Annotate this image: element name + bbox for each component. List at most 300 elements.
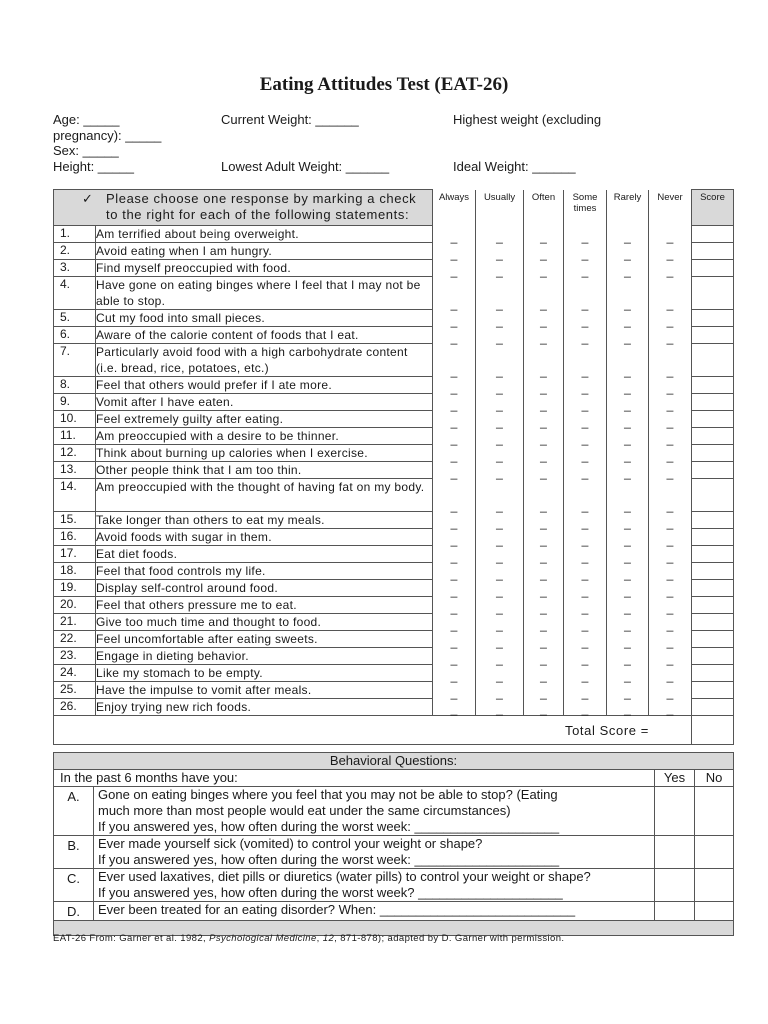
question-number: 19. (54, 580, 96, 597)
question-text: Avoid foods with sugar in them. (96, 529, 433, 546)
answer-often[interactable]: _ (524, 377, 564, 394)
question-row (54, 377, 734, 394)
behavioral-item-line: Ever made yourself sick (vomited) to control your weight or shape? (98, 836, 483, 851)
total-score-cell[interactable] (692, 716, 734, 745)
score-cell (692, 563, 734, 580)
answer-sometimes[interactable]: _ (564, 665, 607, 682)
no-cell[interactable] (695, 836, 734, 869)
answer-usually[interactable]: _ (476, 546, 524, 563)
option-never: Never (649, 190, 692, 226)
answer-often[interactable]: _ (524, 327, 564, 344)
question-number: 1. (54, 226, 96, 243)
question-number: 6. (54, 327, 96, 344)
score-cell (692, 445, 734, 462)
answer-rarely[interactable]: _ (607, 563, 649, 580)
answer-always[interactable]: _ (433, 699, 476, 716)
answer-rarely[interactable]: _ (607, 682, 649, 699)
behavioral-item-line: Ever used laxatives, diet pills or diuretics (water pills) to control your weight or shape? (98, 869, 591, 884)
question-number: 8. (54, 377, 96, 394)
answer-always[interactable]: _ (433, 546, 476, 563)
answer-always[interactable]: _ (433, 260, 476, 277)
answer-usually[interactable]: _ (476, 377, 524, 394)
question-number: 3. (54, 260, 96, 277)
answer-usually[interactable]: _ (476, 260, 524, 277)
answer-rarely[interactable]: _ (607, 631, 649, 648)
question-number: 17. (54, 546, 96, 563)
question-text: Think about burning up calories when I exercise. (96, 445, 433, 462)
answer-often[interactable]: _ (524, 546, 564, 563)
question-text: Eat diet foods. (96, 546, 433, 563)
answer-never[interactable]: _ (649, 243, 692, 260)
answer-always[interactable]: _ (433, 462, 476, 479)
answer-sometimes[interactable]: _ (564, 479, 607, 512)
answer-never[interactable]: _ (649, 344, 692, 377)
header-row (54, 190, 734, 226)
question-text: Engage in dieting behavior. (96, 648, 433, 665)
answer-sometimes[interactable]: _ (564, 327, 607, 344)
answer-usually[interactable]: _ (476, 529, 524, 546)
sex-field[interactable]: Sex: _____ (53, 143, 119, 158)
answer-sometimes[interactable]: _ (564, 614, 607, 631)
answer-rarely[interactable]: _ (607, 580, 649, 597)
answer-rarely[interactable]: _ (607, 445, 649, 462)
answer-sometimes[interactable]: _ (564, 699, 607, 716)
answer-usually[interactable]: _ (476, 614, 524, 631)
question-text: Avoid eating when I am hungry. (96, 243, 433, 260)
question-row (54, 462, 734, 479)
answer-usually[interactable]: _ (476, 512, 524, 529)
no-cell[interactable] (695, 869, 734, 902)
answer-sometimes[interactable]: _ (564, 428, 607, 445)
question-row (54, 631, 734, 648)
answer-often[interactable]: _ (524, 428, 564, 445)
question-text: Feel that others would prefer if I ate more. (96, 377, 433, 394)
score-cell (692, 699, 734, 716)
answer-sometimes[interactable]: _ (564, 445, 607, 462)
answer-often[interactable]: _ (524, 614, 564, 631)
question-row (54, 445, 734, 462)
citation-pre: EAT-26 From: Garner et al. 1982, (53, 933, 210, 944)
answer-usually[interactable]: _ (476, 597, 524, 614)
answer-often[interactable]: _ (524, 394, 564, 411)
answer-never[interactable]: _ (649, 682, 692, 699)
answer-always[interactable]: _ (433, 243, 476, 260)
lowest-weight-field[interactable]: Lowest Adult Weight: ______ (221, 159, 390, 174)
answer-never[interactable]: _ (649, 260, 692, 277)
answer-always[interactable]: _ (433, 445, 476, 462)
score-cell (692, 277, 734, 310)
question-number: 22. (54, 631, 96, 648)
answer-often[interactable]: _ (524, 226, 564, 243)
answer-never[interactable]: _ (649, 445, 692, 462)
answer-never[interactable]: _ (649, 327, 692, 344)
answer-never[interactable]: _ (649, 394, 692, 411)
question-row (54, 665, 734, 682)
answer-rarely[interactable]: _ (607, 310, 649, 327)
score-cell (692, 648, 734, 665)
yes-cell[interactable] (655, 836, 695, 869)
answer-sometimes[interactable]: _ (564, 563, 607, 580)
answer-always[interactable]: _ (433, 614, 476, 631)
question-number: 24. (54, 665, 96, 682)
no-header: No (695, 770, 734, 787)
question-text: Other people think that I am too thin. (96, 462, 433, 479)
question-text: Feel that others pressure me to eat. (96, 597, 433, 614)
answer-always[interactable]: _ (433, 512, 476, 529)
score-cell (692, 665, 734, 682)
score-cell (692, 462, 734, 479)
answer-often[interactable]: _ (524, 580, 564, 597)
question-number: 7. (54, 344, 96, 377)
score-header: Score (692, 190, 734, 226)
question-number: 10. (54, 411, 96, 428)
behavioral-item-letter: C. (54, 869, 94, 902)
answer-rarely[interactable]: _ (607, 462, 649, 479)
question-text: Display self-control around food. (96, 580, 433, 597)
question-row (54, 394, 734, 411)
answer-never[interactable]: _ (649, 631, 692, 648)
answer-always[interactable]: _ (433, 327, 476, 344)
score-cell (692, 529, 734, 546)
answer-sometimes[interactable]: _ (564, 682, 607, 699)
question-text: Particularly avoid food with a high carbohydrate content (i.e. bread, rice, potatoes, etc.) (96, 344, 433, 377)
question-text: Find myself preoccupied with food. (96, 260, 433, 277)
answer-often[interactable]: _ (524, 529, 564, 546)
answer-often[interactable]: _ (524, 243, 564, 260)
answer-rarely[interactable]: _ (607, 597, 649, 614)
answer-usually[interactable]: _ (476, 563, 524, 580)
answer-rarely[interactable]: _ (607, 243, 649, 260)
answer-sometimes[interactable]: _ (564, 546, 607, 563)
answer-often[interactable]: _ (524, 597, 564, 614)
answer-always[interactable]: _ (433, 648, 476, 665)
answer-always[interactable]: _ (433, 394, 476, 411)
answer-always[interactable]: _ (433, 631, 476, 648)
behavioral-prompt-row (54, 770, 734, 787)
answer-often[interactable]: _ (524, 344, 564, 377)
answer-usually[interactable]: _ (476, 462, 524, 479)
answer-often[interactable]: _ (524, 563, 564, 580)
question-row (54, 428, 734, 445)
check-icon: ✓ (82, 191, 94, 206)
behavioral-item-text (94, 787, 655, 836)
question-text: Feel that food controls my life. (96, 563, 433, 580)
question-text: Feel uncomfortable after eating sweets. (96, 631, 433, 648)
answer-usually[interactable]: _ (476, 665, 524, 682)
answer-usually[interactable]: _ (476, 479, 524, 512)
question-number: 26. (54, 699, 96, 716)
question-text: Aware of the calorie content of foods that I eat. (96, 327, 433, 344)
answer-always[interactable]: _ (433, 277, 476, 310)
answer-rarely[interactable]: _ (607, 260, 649, 277)
question-row (54, 648, 734, 665)
answer-often[interactable]: _ (524, 699, 564, 716)
answer-usually[interactable]: _ (476, 226, 524, 243)
citation-volume: 12 (322, 933, 335, 944)
answer-usually[interactable]: _ (476, 631, 524, 648)
option-rarely: Rarely (607, 190, 649, 226)
behavioral-heading-row (54, 753, 734, 770)
answer-rarely[interactable]: _ (607, 529, 649, 546)
score-cell (692, 479, 734, 512)
yes-cell[interactable] (655, 787, 695, 836)
question-text: Have gone on eating binges where I feel that I may not be able to stop. (96, 277, 433, 310)
answer-usually[interactable]: _ (476, 682, 524, 699)
answer-often[interactable]: _ (524, 631, 564, 648)
question-row (54, 479, 734, 512)
answer-usually[interactable]: _ (476, 394, 524, 411)
score-cell (692, 597, 734, 614)
answer-often[interactable]: _ (524, 462, 564, 479)
answer-usually[interactable]: _ (476, 310, 524, 327)
score-cell (692, 226, 734, 243)
answer-often[interactable]: _ (524, 512, 564, 529)
behavioral-table (53, 752, 734, 936)
score-cell (692, 428, 734, 445)
question-number: 25. (54, 682, 96, 699)
option-usually: Usually (476, 190, 524, 226)
answer-rarely[interactable]: _ (607, 648, 649, 665)
answer-often[interactable]: _ (524, 665, 564, 682)
answer-rarely[interactable]: _ (607, 344, 649, 377)
answer-always[interactable]: _ (433, 411, 476, 428)
answer-never[interactable]: _ (649, 310, 692, 327)
behavioral-item-line: much more than most people would eat under the same circumstances) (98, 803, 511, 818)
question-number: 12. (54, 445, 96, 462)
answer-sometimes[interactable]: _ (564, 226, 607, 243)
question-number: 21. (54, 614, 96, 631)
question-text: Cut my food into small pieces. (96, 310, 433, 327)
answer-never[interactable]: _ (649, 614, 692, 631)
height-field[interactable]: Height: _____ (53, 159, 134, 174)
score-cell (692, 327, 734, 344)
yes-header: Yes (655, 770, 695, 787)
answer-usually[interactable]: _ (476, 327, 524, 344)
question-row (54, 226, 734, 243)
answer-sometimes[interactable]: _ (564, 377, 607, 394)
answer-usually[interactable]: _ (476, 344, 524, 377)
answer-always[interactable]: _ (433, 563, 476, 580)
behavioral-item-row (54, 836, 734, 869)
answer-rarely[interactable]: _ (607, 394, 649, 411)
behavioral-item-line: Gone on eating binges where you feel that you may not be able to stop? (Eating (98, 787, 558, 802)
yes-cell[interactable] (655, 869, 695, 902)
answer-rarely[interactable]: _ (607, 614, 649, 631)
question-text: Feel extremely guilty after eating. (96, 411, 433, 428)
answer-always[interactable]: _ (433, 226, 476, 243)
answer-always[interactable]: _ (433, 665, 476, 682)
question-number: 15. (54, 512, 96, 529)
answer-never[interactable]: _ (649, 580, 692, 597)
answer-rarely[interactable]: _ (607, 512, 649, 529)
answer-rarely[interactable]: _ (607, 226, 649, 243)
behavioral-item-row (54, 869, 734, 902)
answer-rarely[interactable]: _ (607, 411, 649, 428)
answer-sometimes[interactable]: _ (564, 260, 607, 277)
answer-always[interactable]: _ (433, 377, 476, 394)
answer-often[interactable]: _ (524, 648, 564, 665)
answer-always[interactable]: _ (433, 580, 476, 597)
answer-sometimes[interactable]: _ (564, 529, 607, 546)
answer-often[interactable]: _ (524, 479, 564, 512)
behavioral-item-text (94, 836, 655, 869)
answer-usually[interactable]: _ (476, 411, 524, 428)
questions-table (53, 189, 734, 745)
answer-usually[interactable]: _ (476, 428, 524, 445)
answer-never[interactable]: _ (649, 699, 692, 716)
question-row (54, 327, 734, 344)
answer-never[interactable]: _ (649, 529, 692, 546)
answer-sometimes[interactable]: _ (564, 648, 607, 665)
question-number: 16. (54, 529, 96, 546)
answer-usually[interactable]: _ (476, 699, 524, 716)
answer-sometimes[interactable]: _ (564, 411, 607, 428)
answer-often[interactable]: _ (524, 260, 564, 277)
score-cell (692, 512, 734, 529)
score-cell (692, 377, 734, 394)
answer-never[interactable]: _ (649, 597, 692, 614)
ideal-weight-field[interactable]: Ideal Weight: ______ (453, 159, 576, 174)
question-number: 14. (54, 479, 96, 512)
score-cell (692, 243, 734, 260)
score-cell (692, 580, 734, 597)
answer-often[interactable]: _ (524, 682, 564, 699)
option-often: Often (524, 190, 564, 226)
question-number: 11. (54, 428, 96, 445)
score-cell (692, 310, 734, 327)
pregnancy-field[interactable]: pregnancy): _____ (53, 128, 162, 143)
citation-sep: , (316, 933, 323, 944)
answer-never[interactable]: _ (649, 462, 692, 479)
behavioral-item-row (54, 787, 734, 836)
behavioral-item-letter: B. (54, 836, 94, 869)
score-cell (692, 614, 734, 631)
no-cell[interactable] (695, 787, 734, 836)
instructions-text: Please choose one response by marking a check to the right for each of the following statements: (106, 191, 417, 222)
answer-sometimes[interactable]: _ (564, 512, 607, 529)
answer-sometimes[interactable]: _ (564, 394, 607, 411)
answer-always[interactable]: _ (433, 428, 476, 445)
answer-rarely[interactable]: _ (607, 699, 649, 716)
answer-often[interactable]: _ (524, 277, 564, 310)
answer-often[interactable]: _ (524, 411, 564, 428)
answer-always[interactable]: _ (433, 597, 476, 614)
answer-rarely[interactable]: _ (607, 377, 649, 394)
answer-never[interactable]: _ (649, 377, 692, 394)
answer-never[interactable]: _ (649, 648, 692, 665)
answer-often[interactable]: _ (524, 445, 564, 462)
question-text: Have the impulse to vomit after meals. (96, 682, 433, 699)
question-number: 9. (54, 394, 96, 411)
question-row (54, 512, 734, 529)
answer-usually[interactable]: _ (476, 445, 524, 462)
age-field[interactable]: Age: _____ (53, 112, 120, 127)
score-cell (692, 260, 734, 277)
question-number: 18. (54, 563, 96, 580)
answer-sometimes[interactable]: _ (564, 580, 607, 597)
answer-never[interactable]: _ (649, 277, 692, 310)
answer-rarely[interactable]: _ (607, 327, 649, 344)
question-number: 2. (54, 243, 96, 260)
yes-cell[interactable] (655, 902, 695, 921)
citation-footer (53, 933, 564, 944)
question-text: Enjoy trying new rich foods. (96, 699, 433, 716)
answer-sometimes[interactable]: _ (564, 277, 607, 310)
answer-usually[interactable]: _ (476, 243, 524, 260)
highest-weight-label: Highest weight (excluding (453, 112, 602, 127)
page-title: Eating Attitudes Test (EAT-26) (259, 74, 509, 95)
behavioral-item-text (94, 869, 655, 902)
question-text: Take longer than others to eat my meals. (96, 512, 433, 529)
answer-always[interactable]: _ (433, 682, 476, 699)
answer-sometimes[interactable]: _ (564, 243, 607, 260)
answer-never[interactable]: _ (649, 226, 692, 243)
answer-never[interactable]: _ (649, 563, 692, 580)
answer-usually[interactable]: _ (476, 648, 524, 665)
question-text: Like my stomach to be empty. (96, 665, 433, 682)
question-row (54, 243, 734, 260)
question-row (54, 260, 734, 277)
behavioral-item-line: If you answered yes, how often during the worst week? ____________________ (98, 885, 563, 900)
answer-always[interactable]: _ (433, 479, 476, 512)
question-row (54, 344, 734, 377)
option-sometimes: Some times (564, 190, 607, 226)
question-row (54, 411, 734, 428)
question-row (54, 277, 734, 310)
answer-always[interactable]: _ (433, 529, 476, 546)
answer-always[interactable]: _ (433, 310, 476, 327)
question-row (54, 682, 734, 699)
total-score-label: Total Score = (54, 716, 692, 745)
behavioral-item-line: Ever been treated for an eating disorder? When: ___________________________ (98, 902, 576, 917)
answer-sometimes[interactable]: _ (564, 310, 607, 327)
behavioral-item-letter: D. (54, 902, 94, 921)
answer-usually[interactable]: _ (476, 277, 524, 310)
answer-usually[interactable]: _ (476, 580, 524, 597)
total-score-row (54, 716, 734, 745)
answer-sometimes[interactable]: _ (564, 462, 607, 479)
answer-never[interactable]: _ (649, 411, 692, 428)
behavioral-item-line: If you answered yes, how often during the worst week: ____________________ (98, 852, 560, 867)
citation-post: , 871-878); adapted by D. Garner with permission. (334, 933, 565, 944)
answer-sometimes[interactable]: _ (564, 597, 607, 614)
answer-never[interactable]: _ (649, 512, 692, 529)
answer-never[interactable]: _ (649, 665, 692, 682)
answer-sometimes[interactable]: _ (564, 631, 607, 648)
answer-rarely[interactable]: _ (607, 479, 649, 512)
answer-never[interactable]: _ (649, 479, 692, 512)
answer-sometimes[interactable]: _ (564, 344, 607, 377)
behavioral-heading: Behavioral Questions: (54, 753, 734, 770)
answer-never[interactable]: _ (649, 546, 692, 563)
behavioral-item-text (94, 902, 655, 921)
answer-rarely[interactable]: _ (607, 546, 649, 563)
no-cell[interactable] (695, 902, 734, 921)
question-row (54, 597, 734, 614)
score-cell (692, 682, 734, 699)
answer-often[interactable]: _ (524, 310, 564, 327)
answer-never[interactable]: _ (649, 428, 692, 445)
question-text: Am preoccupied with the thought of having fat on my body. (96, 479, 433, 512)
current-weight-field[interactable]: Current Weight: ______ (221, 112, 359, 127)
question-number: 20. (54, 597, 96, 614)
score-cell (692, 411, 734, 428)
answer-always[interactable]: _ (433, 344, 476, 377)
answer-rarely[interactable]: _ (607, 665, 649, 682)
answer-rarely[interactable]: _ (607, 428, 649, 445)
question-row (54, 563, 734, 580)
answer-rarely[interactable]: _ (607, 277, 649, 310)
